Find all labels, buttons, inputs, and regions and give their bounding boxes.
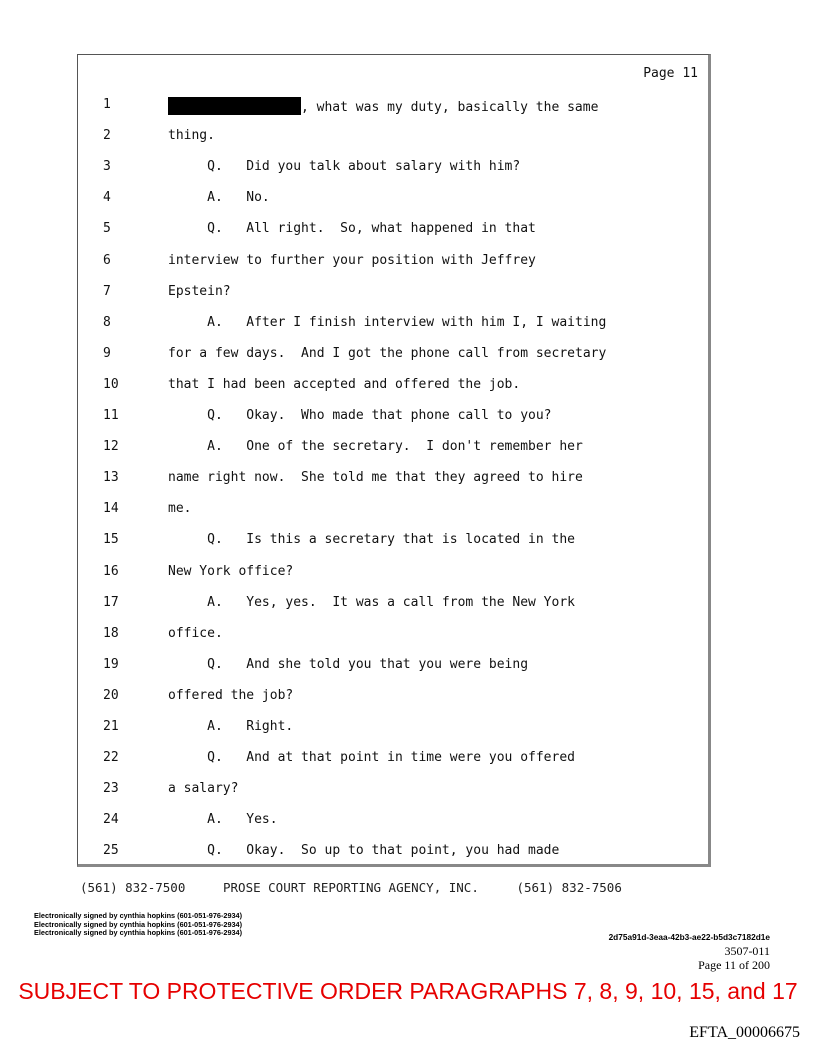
line-number: 4	[103, 190, 111, 206]
line-text: thing.	[168, 128, 215, 144]
signature-block	[34, 912, 242, 938]
exhibit-id: 3507-011	[724, 944, 770, 958]
transcript-line	[78, 781, 712, 813]
transcript-line	[78, 221, 712, 253]
transcript-line	[78, 843, 712, 875]
line-text: interview to further your position with Jeffrey	[168, 252, 536, 268]
transcript-line	[78, 377, 712, 409]
line-text: office.	[168, 625, 223, 641]
transcript-line	[78, 626, 712, 658]
line-text: Epstein?	[168, 283, 231, 299]
line-text: name right now. She told me that they agreed to hire	[168, 470, 583, 486]
line-text: Q. And at that point in time were you offered	[168, 750, 575, 766]
line-text-after-redaction: , what was my duty, basically the same	[301, 100, 599, 115]
transcript-line	[78, 439, 712, 471]
line-number: 24	[103, 812, 119, 828]
transcript-line	[78, 97, 712, 129]
line-number: 8	[103, 314, 111, 330]
line-number: 12	[103, 439, 119, 455]
transcript-line	[78, 532, 712, 564]
line-number: 6	[103, 252, 111, 268]
court-reporter-footer: (561) 832-7500 PROSE COURT REPORTING AGENCY, INC. (561) 832-7506	[80, 880, 622, 895]
line-number: 11	[103, 408, 119, 423]
line-number: 1	[103, 97, 111, 112]
signature-line: Electronically signed by cynthia hopkins (601-051-976-2934)	[34, 911, 243, 920]
line-number: 3	[103, 159, 111, 175]
line-number: 17	[103, 594, 119, 610]
transcript-line	[78, 159, 712, 191]
transcript-line	[78, 470, 712, 502]
line-number: 13	[103, 470, 119, 486]
line-text: A. One of the secretary. I don't remember her	[168, 439, 583, 455]
protective-order-notice: SUBJECT TO PROTECTIVE ORDER PARAGRAPHS 7, 8, 9, 10, 15, and 17	[18, 978, 798, 1004]
transcript-line	[78, 812, 712, 844]
line-number: 18	[103, 625, 119, 641]
line-number: 21	[103, 719, 119, 734]
line-text: for a few days. And I got the phone call from secretary	[168, 345, 607, 361]
line-text: me.	[168, 501, 192, 517]
line-text: New York office?	[168, 563, 294, 579]
transcript-line	[78, 750, 712, 782]
line-text: Q. All right. So, what happened in that	[168, 221, 536, 237]
line-number: 25	[103, 843, 119, 859]
bates-number: EFTA_00006675	[689, 1024, 800, 1041]
transcript-line	[78, 315, 712, 347]
line-text: Q. Did you talk about salary with him?	[168, 159, 521, 175]
line-number: 22	[103, 750, 119, 766]
line-number: 20	[103, 687, 119, 703]
line-number: 10	[103, 376, 119, 392]
line-number: 16	[103, 563, 119, 579]
transcript-line	[78, 190, 712, 222]
transcript-line	[78, 408, 712, 440]
transcript-line	[78, 688, 712, 720]
line-text: A. Yes.	[168, 812, 278, 828]
transcript-line	[78, 253, 712, 285]
transcript-line	[78, 128, 712, 160]
line-text: A. After I finish interview with him I, I waiting	[168, 314, 607, 330]
line-number: 2	[103, 128, 111, 144]
transcript-line	[78, 719, 712, 751]
line-number: 14	[103, 501, 119, 517]
page-label: Page 11	[643, 66, 698, 81]
transcript-line	[78, 564, 712, 596]
transcript-line	[78, 346, 712, 378]
line-text: a salary?	[168, 781, 239, 797]
line-text: A. Yes, yes. It was a call from the New York	[168, 594, 575, 610]
document-hash: 2d75a91d-3eaa-42b3-ae22-b5d3c7182d1e	[608, 932, 770, 942]
page-count: Page 11 of 200	[698, 958, 770, 972]
line-number: 23	[103, 781, 119, 797]
line-text: offered the job?	[168, 687, 294, 703]
line-number: 19	[103, 656, 119, 672]
line-text	[168, 97, 598, 115]
transcript-line	[78, 595, 712, 627]
redaction-bar	[168, 97, 301, 115]
transcript-line	[78, 284, 712, 316]
line-text: A. No.	[168, 190, 270, 206]
signature-line: Electronically signed by cynthia hopkins (601-051-976-2934)	[34, 919, 243, 929]
line-text: Q. Okay. Who made that phone call to you?	[168, 408, 552, 423]
line-text: Q. And she told you that you were being	[168, 656, 529, 672]
line-text: that I had been accepted and offered the job.	[168, 376, 521, 392]
line-number: 7	[103, 283, 111, 299]
line-text: A. Right.	[168, 719, 294, 734]
line-text: Q. Is this a secretary that is located in the	[168, 532, 575, 548]
line-number: 15	[103, 532, 119, 548]
line-number: 5	[103, 221, 111, 237]
line-text: Q. Okay. So up to that point, you had made	[168, 843, 560, 859]
transcript-line	[78, 657, 712, 689]
signature-line: Electronically signed by cynthia hopkins (601-051-976-2934)	[34, 928, 243, 937]
transcript-line	[78, 501, 712, 533]
transcript-page	[77, 54, 711, 867]
line-number: 9	[103, 345, 111, 361]
